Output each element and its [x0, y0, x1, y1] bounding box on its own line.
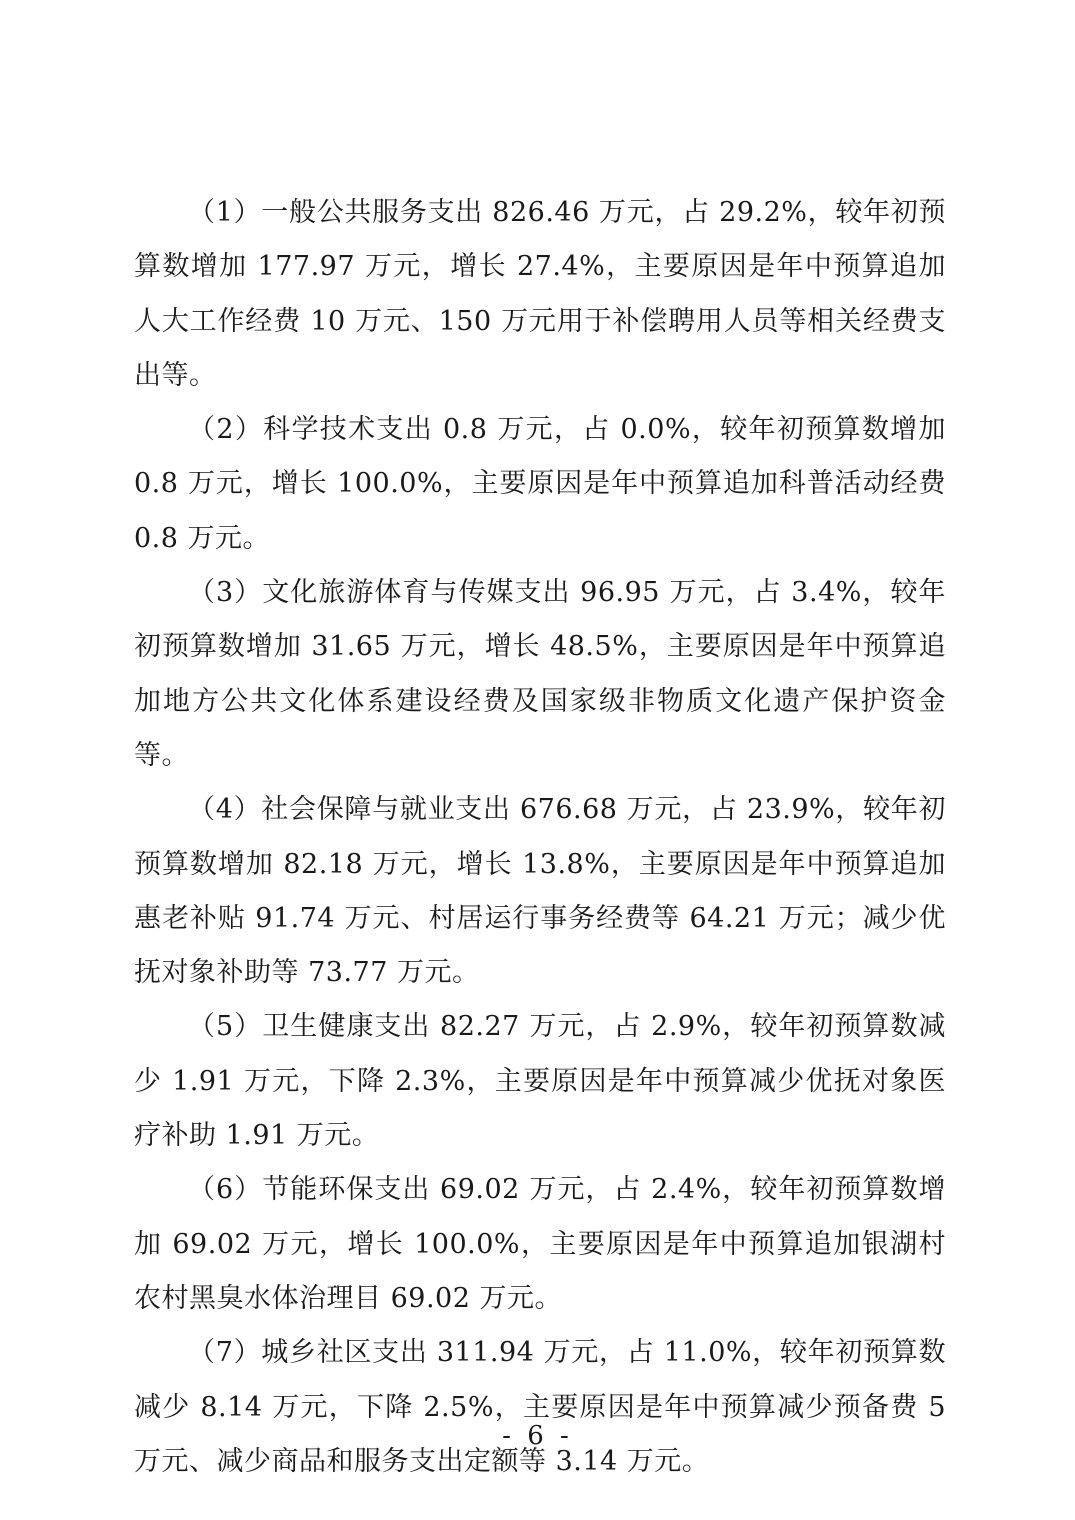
paragraph-health: （5）卫生健康支出 82.27 万元，占 2.9%，较年初预算数减少 1.91 万元，下降 2.3%，主要原因是年中预算减少优抚对象医疗补助 1.91 万元。 [134, 1011, 946, 1152]
paragraph-culture-tourism-sports-media: （3）文化旅游体育与传媒支出 96.95 万元，占 3.4%，较年初预算数增加 31.65 万元，增长 48.5%，主要原因是年中预算追加地方公共文化体系建设经费及国家级非物质文化遗产保护资金等。 [134, 577, 946, 771]
paragraph-science-technology: （2）科学技术支出 0.8 万元，占 0.0%，较年初预算数增加 0.8 万元，增长 100.0%，主要原因是年中预算追加科普活动经费 0.8 万元。 [134, 414, 946, 554]
paragraph-energy-environment: （6）节能环保支出 69.02 万元，占 2.4%，较年初预算数增加 69.02 万元，增长 100.0%，主要原因是年中预算追加银湖村农村黑臭水体治理目 69.02 万元。 [134, 1174, 946, 1314]
paragraph-general-public-services: （1）一般公共服务支出 826.46 万元，占 29.2%，较年初预算数增加 177.97 万元，增长 27.4%，主要原因是年中预算追加人大工作经费 10 万元、150 万元用于补偿聘用人员等相关经费支出等。 [134, 197, 946, 391]
paragraph-urban-rural-community: （7）城乡社区支出 311.94 万元，占 11.0%，较年初预算数减少 8.14 万元，下降 2.5%，主要原因是年中预算减少预备费 5 万元、减少商品和服务支出定额等 3.14 万元。 [134, 1337, 946, 1477]
body-text [134, 186, 946, 1489]
paragraph-social-security-employment: （4）社会保障与就业支出 676.68 万元，占 23.9%，较年初预算数增加 82.18 万元，增长 13.8%，主要原因是年中预算追加惠老补贴 91.74 万元、村居运行事务经费等 64.21 万元；减少优抚对象补助等 73.77 万元。 [134, 794, 946, 989]
page-number: - 6 - [502, 1421, 573, 1451]
